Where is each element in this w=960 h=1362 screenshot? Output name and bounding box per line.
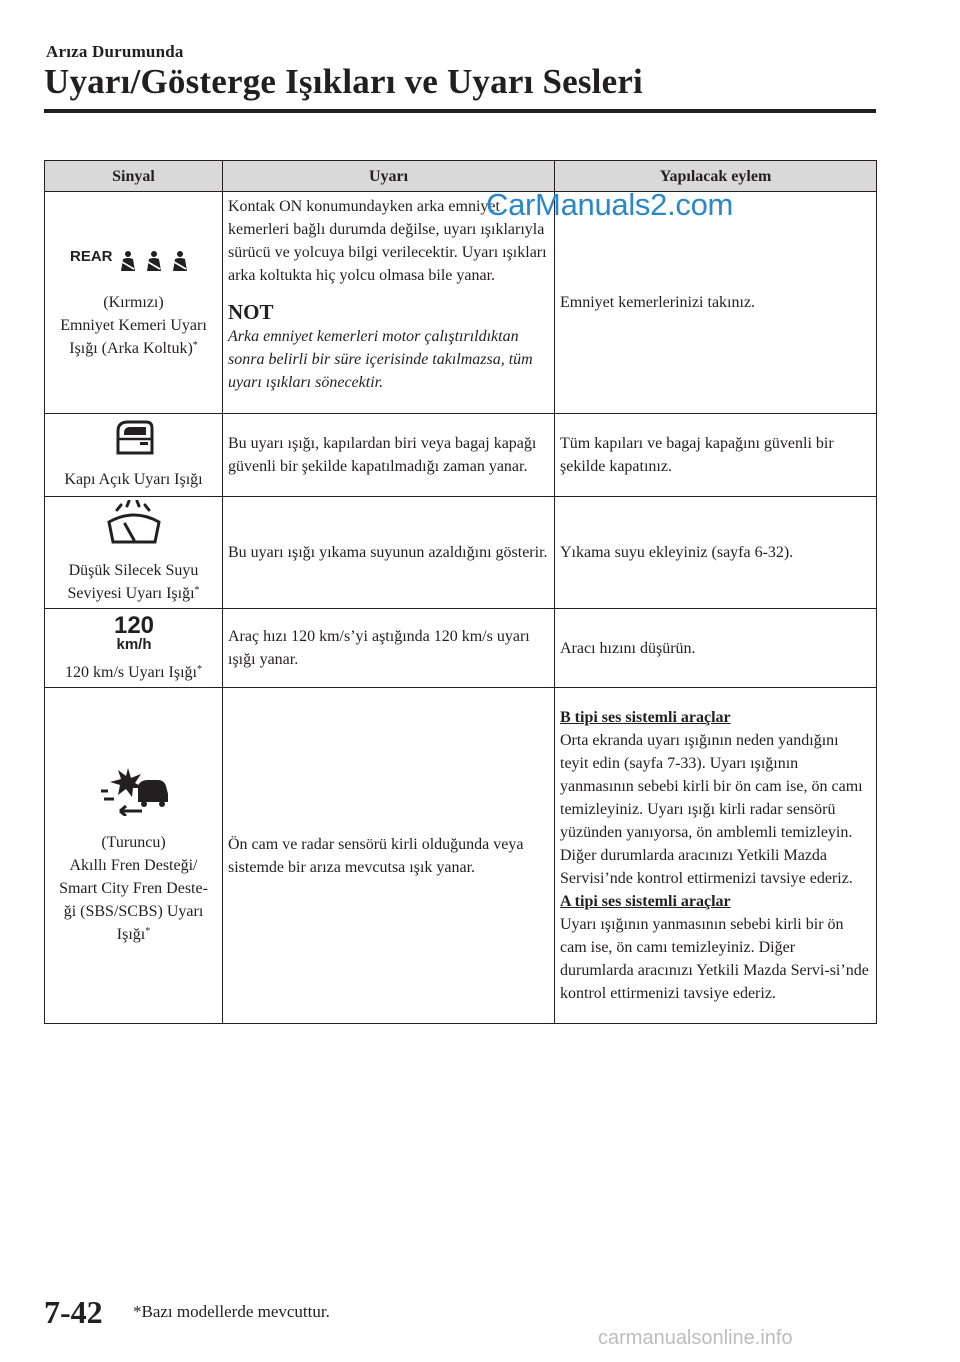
action-cell: Emniyet kemerlerinizi takınız. <box>555 192 877 414</box>
action-cell: Yıkama suyu ekleyiniz (sayfa 6-32). <box>555 497 877 609</box>
signal-name-line: Smart City Fren Deste- <box>59 879 208 897</box>
column-header-action: Yapılacak eylem <box>555 161 877 192</box>
warning-lights-table <box>44 160 877 1024</box>
signal-name-line: 120 km/s Uyarı Işığı* <box>65 664 202 681</box>
table-row <box>45 192 877 414</box>
page-number: 7-42 <box>44 1294 103 1330</box>
table-row <box>45 609 877 688</box>
warning-text: Kontak ON konumundayken arka emniyet kemerleri bağlı durumda değilse, uyarı ışıklarıyla sürücü ve yolcuya bilgi verilecektir. Uyarı ışıkları arka koltukta hiç yolcu olmasa bile yanar. <box>228 198 547 284</box>
action-subheading-b: B tipi ses sistemli araçlar <box>560 709 731 726</box>
signal-name-line: Işığı* <box>116 925 151 943</box>
signal-name-line: Seviyesi Uyarı Işığı* <box>67 585 200 602</box>
warning-cell: Bu uyarı ışığı yıkama suyunun azaldığını gösterir. <box>223 497 555 609</box>
watermark-top: CarManuals2.com <box>486 187 734 222</box>
svg-text:km/h: km/h <box>115 636 152 652</box>
column-header-signal: Sinyal <box>45 161 223 192</box>
signal-cell <box>45 688 223 1024</box>
warning-cell: Bu uyarı ışığı, kapılardan biri veya bagaj kapağı güvenli bir şekilde kapatılmadığı zaman yanar. <box>223 414 555 497</box>
signal-name-line: ği (SBS/SCBS) Uyarı <box>63 902 204 920</box>
signal-cell <box>45 192 223 414</box>
table-row <box>45 688 877 1024</box>
table-header-row <box>45 161 877 192</box>
warning-cell: Araç hızı 120 km/s’yi aştığında 120 km/s uyarı ışığı yanar. <box>223 609 555 688</box>
availability-asterisk: * <box>197 664 202 675</box>
svg-text:REAR: REAR <box>69 247 113 265</box>
smart-brake-support-icon <box>50 766 217 823</box>
signal-cell <box>45 497 223 609</box>
title-divider <box>44 109 876 113</box>
action-cell: Tüm kapıları ve bagaj kapağını güvenli bir şekilde kapatınız. <box>555 414 877 497</box>
section-label: Arıza Durumunda <box>46 42 184 61</box>
action-text-b: Orta ekranda uyarı ışığının neden yandığını teyit edin (sayfa 7-33). Uyarı ışığının yanmasının sebebi kirli bir ön cam ise, ön camı temizleyiniz. Uyarı ışığı kirli radar sensörü yüzünden yanıyorsa, ön amblemli temizleyin. Diğer durumlarda aracınızı Yetkili Mazda Servisi’nde kontrol ettirmenizi tavsiye ederiz. <box>560 732 863 887</box>
page-title: Uyarı/Gösterge Işıkları ve Uyarı Sesleri <box>44 62 643 101</box>
signal-cell <box>45 609 223 688</box>
action-subheading-a: A tipi ses sistemli araçlar <box>560 893 731 910</box>
table-row <box>45 497 877 609</box>
signal-color-label: (Turuncu) <box>101 833 166 851</box>
action-cell: Aracı hızını düşürün. <box>555 609 877 688</box>
column-header-warning: Uyarı <box>223 161 555 192</box>
watermark-bottom: carmanualsonline.info <box>598 1327 793 1349</box>
table-row <box>45 414 877 497</box>
rear-seatbelt-warning-icon <box>50 246 217 283</box>
door-ajar-icon <box>50 419 217 464</box>
washer-fluid-icon <box>50 500 217 553</box>
signal-cell <box>45 414 223 497</box>
speed-120-icon <box>50 612 217 659</box>
availability-asterisk: * <box>145 925 151 937</box>
signal-name-line: Işığı (Arka Koltuk)* <box>69 339 198 357</box>
action-text-a: Uyarı ışığının yanmasının sebebi kirli bir ön cam ise, ön camı temizleyiniz. Diğer durumlarda aracınızı Yetkili Mazda Servi-si’nde kontrol ettirmenizi tavsiye ederiz. <box>560 916 869 1002</box>
availability-asterisk: * <box>192 339 198 351</box>
availability-asterisk: * <box>194 585 200 596</box>
signal-name-line: Kapı Açık Uyarı Işığı <box>64 471 203 488</box>
signal-name-line: Emniyet Kemeri Uyarı <box>60 316 207 334</box>
note-heading: NOT <box>228 300 274 324</box>
action-cell <box>555 688 877 1024</box>
warning-cell: Ön cam ve radar sensörü kirli olduğunda veya sistemde bir arıza mevcutsa ışık yanar. <box>223 688 555 1024</box>
note-text: Arka emniyet kemerleri motor çalıştırıldıktan sonra belirli bir süre içerisinde takılmazsa, tüm uyarı ışıkları sönecektir. <box>228 328 533 391</box>
signal-name-line: Akıllı Fren Desteği/ <box>69 856 198 874</box>
signal-name-line: Düşük Silecek Suyu <box>68 562 199 579</box>
footnote: *Bazı modellerde mevcuttur. <box>133 1302 330 1321</box>
svg-text:120: 120 <box>113 612 154 639</box>
warning-cell <box>223 192 555 414</box>
signal-color-label: (Kırmızı) <box>103 293 164 311</box>
